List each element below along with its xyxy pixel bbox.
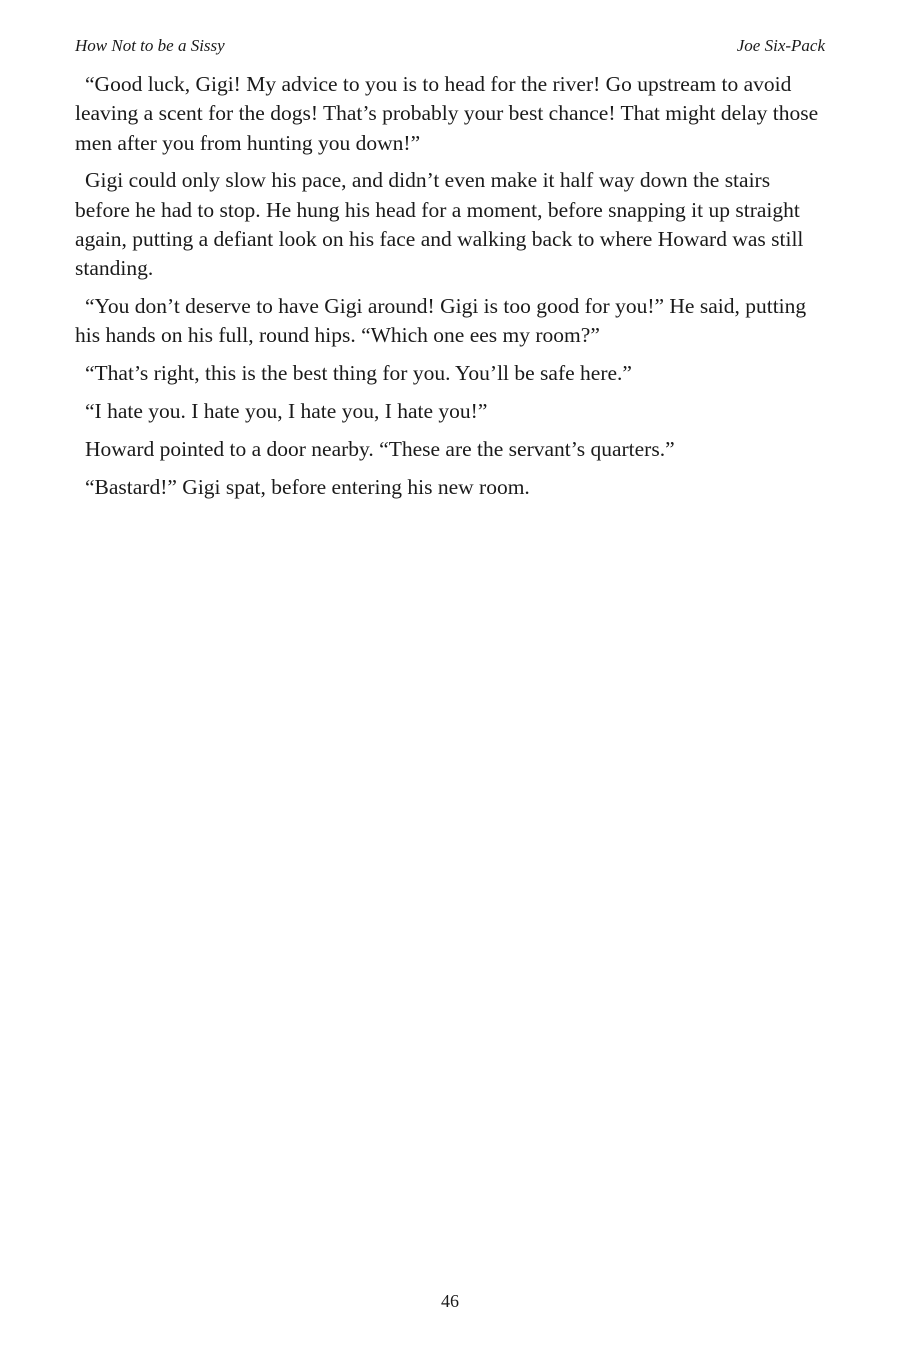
page-number: 46 bbox=[441, 1291, 459, 1311]
body-text bbox=[75, 70, 830, 510]
paragraph: Howard pointed to a door nearby. “These are the servant’s quarters.” bbox=[85, 436, 675, 461]
paragraph: “Good luck, Gigi! My advice to you is to head for the river! Go upstream to avoid leaving a scent for the dogs! That’s probably your best chance! That might delay those men after you from hunting you down!” bbox=[75, 72, 819, 155]
paragraph: “That’s right, this is the best thing for you. You’ll be safe here.” bbox=[85, 361, 632, 386]
paragraph: Gigi could only slow his pace, and didn’t even make it half way down the stairs before he had to stop. He hung his head for a moment, before snapping it up straight again, putting a defiant look on his face and walking back to where Howard was still standing. bbox=[75, 168, 804, 281]
paragraph: “I hate you. I hate you, I hate you, I hate you!” bbox=[85, 398, 488, 423]
author-name: Joe Six-Pack bbox=[736, 36, 825, 55]
paragraph: “You don’t deserve to have Gigi around! Gigi is too good for you!” He said, putting his hands on his full, round hips. “Which one ees my room?” bbox=[75, 294, 807, 348]
book-title: How Not to be a Sissy bbox=[75, 36, 225, 55]
paragraph: “Bastard!” Gigi spat, before entering his new room. bbox=[85, 474, 530, 499]
running-header bbox=[75, 34, 825, 58]
